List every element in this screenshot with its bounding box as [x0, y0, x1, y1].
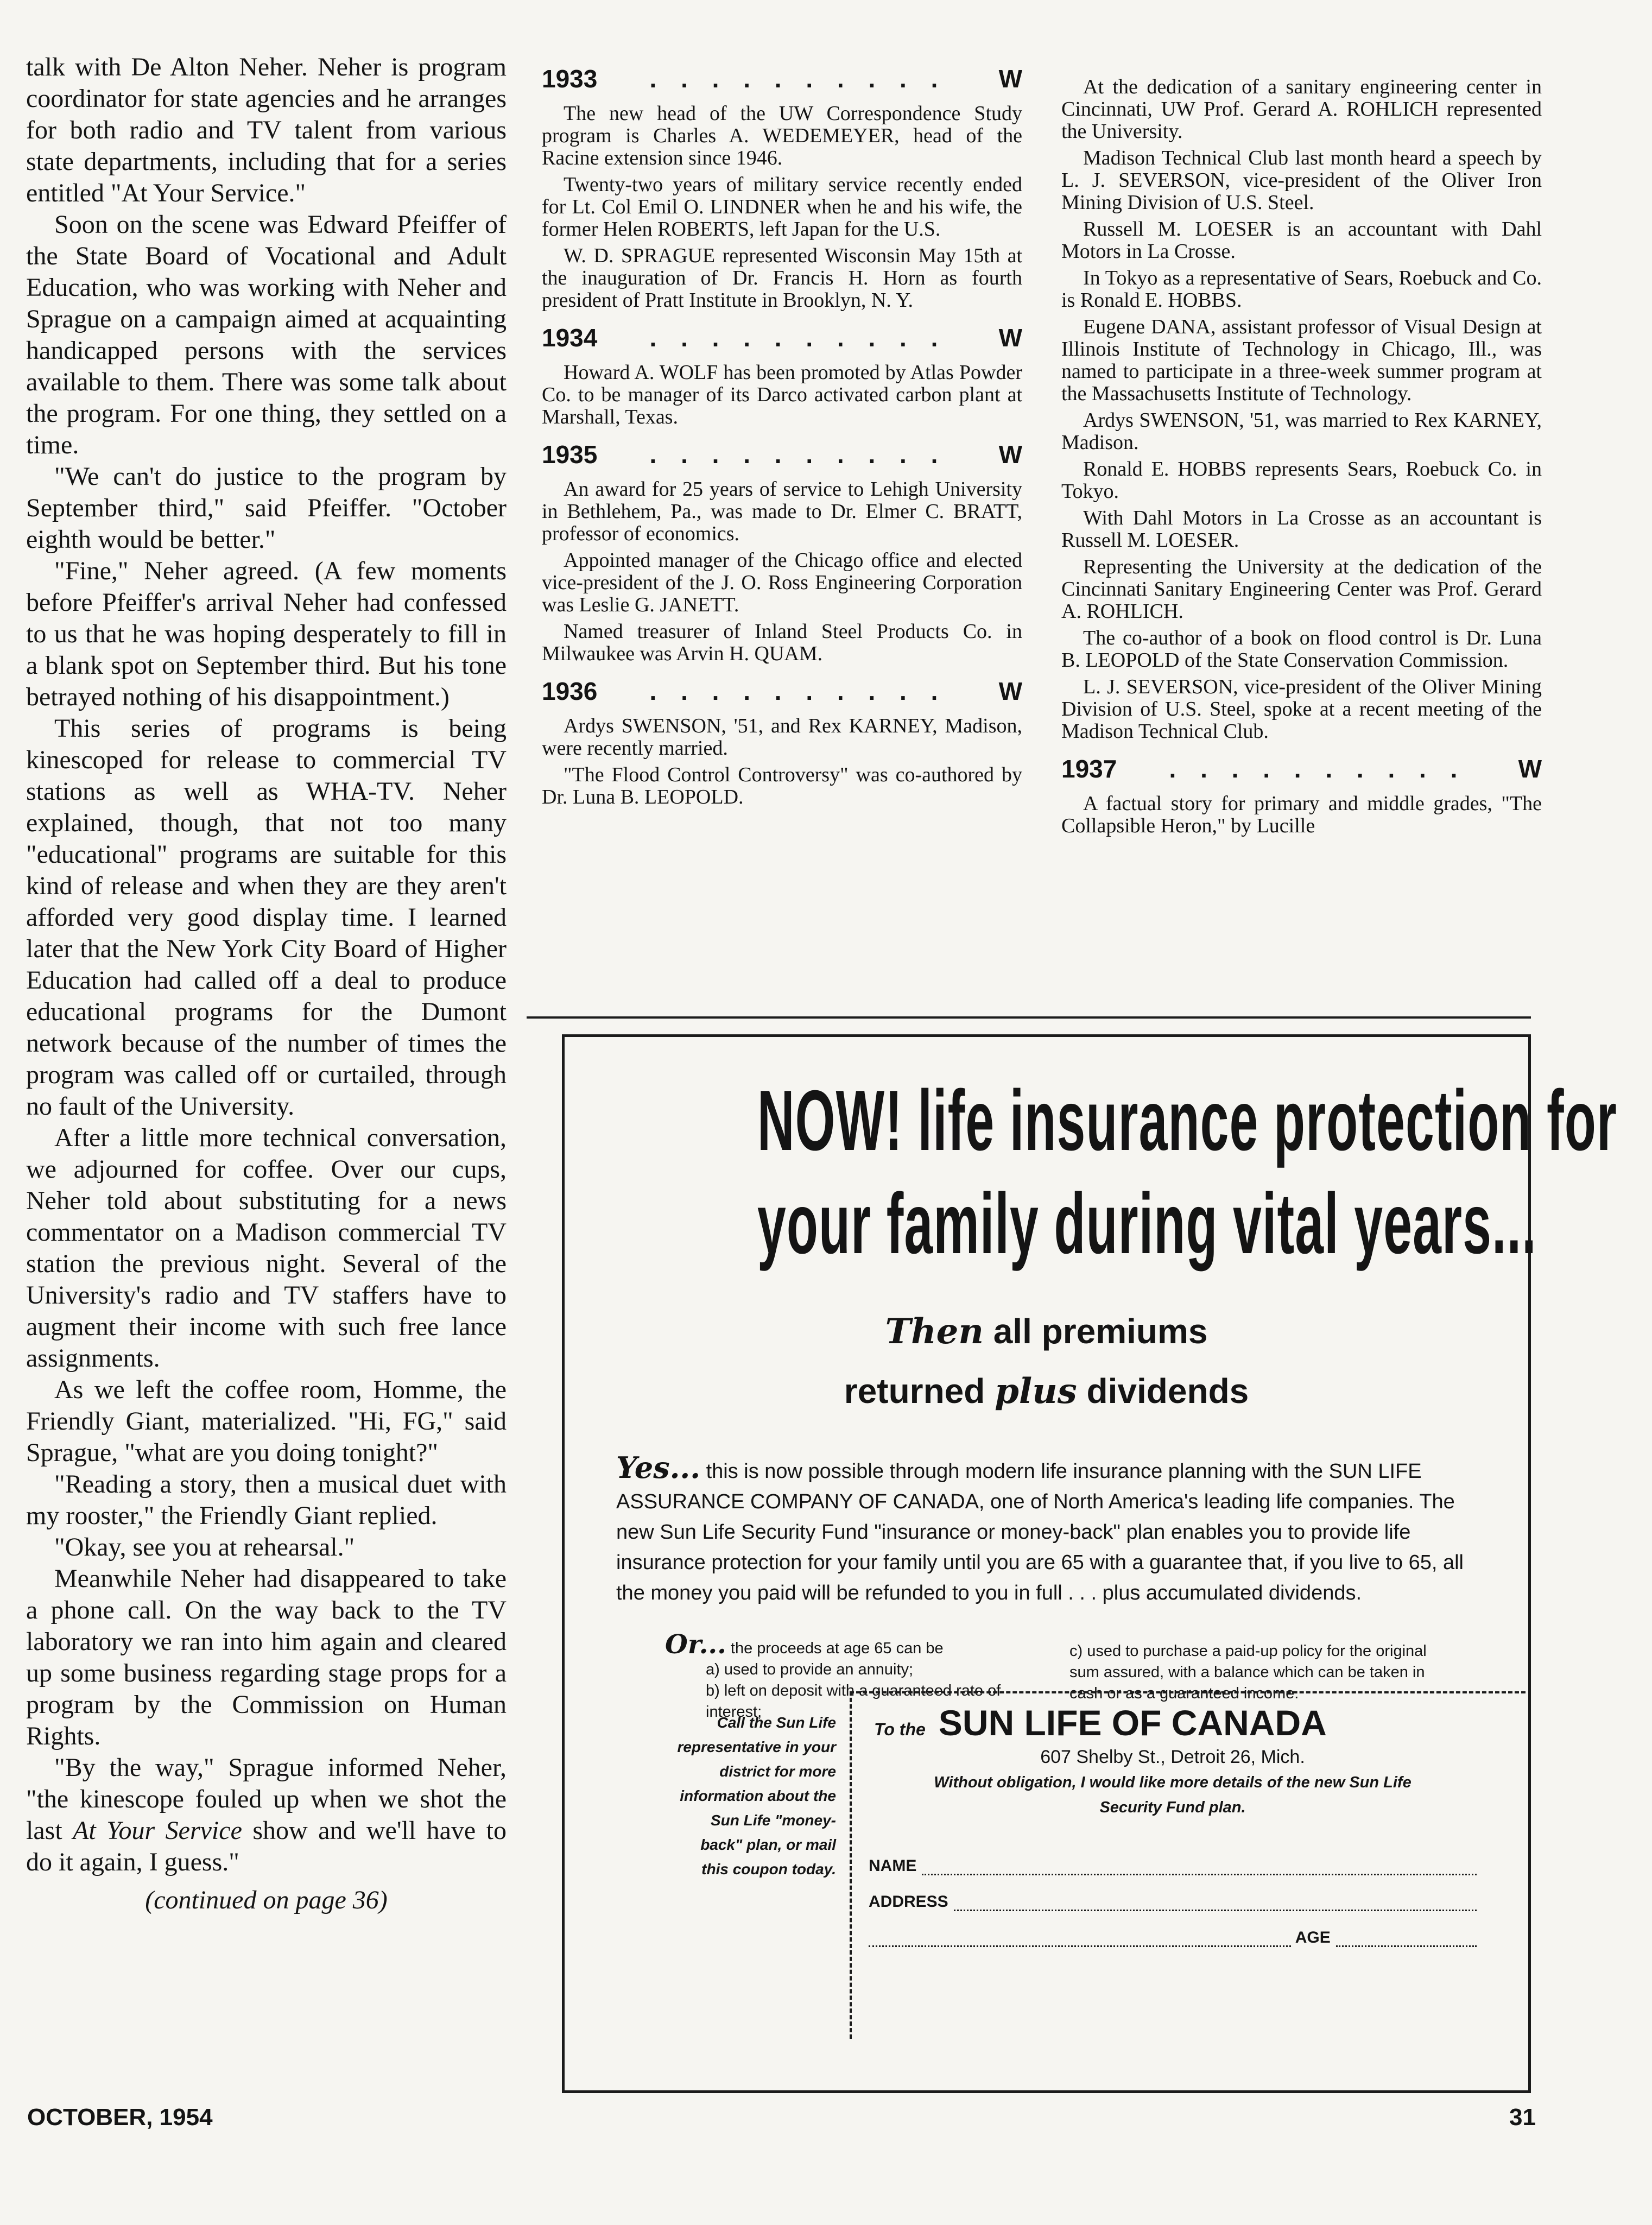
address-label: ADDRESS: [869, 1893, 948, 1911]
year-label: 1936: [542, 677, 598, 705]
company-address: 607 Shelby St., Detroit 26, Mich.: [1040, 1747, 1305, 1767]
name-label: NAME: [869, 1857, 917, 1875]
divider-rule: [527, 1016, 1531, 1019]
subhead-text: dividends: [1077, 1371, 1249, 1411]
name-input-line[interactable]: [922, 1857, 1477, 1875]
coupon-request: Without obligation, I would like more details of the new Sun Life Security Fund plan.: [934, 1774, 1412, 1816]
article-paragraph: "Okay, see you at rehearsal.": [54, 1533, 355, 1562]
class-note: Ardys SWENSON, '51, was married to Rex KARNEY, Madison.: [1061, 409, 1542, 454]
article-paragraph: As we left the coffee room, Homme, the Friendly Giant, materialized. "Hi, FG," said Sprague, "what are you doing tonight?": [26, 1375, 507, 1467]
year-heading-1934: [542, 321, 1022, 354]
coupon-addressee: [869, 1702, 1477, 1743]
article-text: show and we'll have to do it again, I guess.": [26, 1816, 507, 1876]
class-note: Twenty-two years of military service recently ended for Lt. Col Emil O. LINDNER when he and his wife, the former Helen ROBERTS, left Japan for the U.S.: [542, 173, 1022, 241]
address-input-line-2[interactable]: [869, 1929, 1291, 1947]
coupon-instructions: Call the Sun Life representative in your district for more information about the Sun Life "money-back" plan, or mail this coupon today.: [677, 1714, 836, 1878]
class-note: Howard A. WOLF has been promoted by Atlas Powder Co. to be manager of its Darco activated carbon plant at Marshall, Texas.: [542, 361, 1022, 428]
article-paragraph: "Fine," Neher agreed. (A few moments before Pfeiffer's arrival Neher had confessed to us that he was hoping desperately to fill in a blank spot on September third. But his tone betrayed nothing of his disappointment.): [26, 557, 507, 711]
script-word: Or...: [665, 1629, 726, 1660]
coupon-form: [869, 1702, 1477, 1947]
age-label: AGE: [1295, 1929, 1331, 1946]
year-heading-1936: [542, 675, 1022, 707]
issue-date: OCTOBER, 1954: [27, 2104, 213, 2131]
class-note: The co-author of a book on flood control is Dr. Luna B. LEOPOLD of the State Conservation Commission.: [1061, 627, 1542, 672]
article-paragraph: "Reading a story, then a musical duet with my rooster," the Friendly Giant replied.: [26, 1470, 507, 1530]
age-input-line[interactable]: [1336, 1929, 1477, 1947]
article-paragraph: After a little more technical conversation, we adjourned for coffee. Over our cups, Neher told about substituting for a news commentator on a Madison commercial TV station the previous night. Several of the University's radio and TV staffers have to augment their income with such free lance assignments.: [26, 1123, 507, 1373]
option-a: a) used to provide an annuity;: [706, 1661, 914, 1678]
continued-note: (continued on page 36): [145, 1886, 388, 1914]
coupon-cut-line-vertical: [850, 1691, 852, 2039]
leader-dots: . . . . . . . . . .: [649, 677, 947, 705]
article-text: "By the way," Sprague informed Neher, "the kinescope fouled up when we shot the last: [26, 1753, 507, 1845]
class-note: Russell M. LOESER is an accountant with Dahl Motors in La Crosse.: [1061, 218, 1542, 263]
article-paragraph: Meanwhile Neher had disappeared to take a phone call. On the way back to the TV laboratory we ran into him again and cleared up some business regarding stage props for a program by the Commission on Human Rights.: [26, 1564, 507, 1750]
class-note: With Dahl Motors in La Crosse as an accountant is Russell M. LOESER.: [1061, 507, 1542, 552]
class-note: Appointed manager of the Chicago office and elected vice-president of the J. O. Ross Engineering Corporation was Leslie G. JANETT.: [542, 549, 1022, 616]
address-field[interactable]: [869, 1875, 1477, 1911]
sun-life-advertisement: [562, 1034, 1618, 2093]
class-note: A factual story for primary and middle grades, "The Collapsible Heron," by Lucille: [1061, 792, 1542, 837]
year-label: 1934: [542, 324, 598, 352]
article-paragraph: [26, 1752, 507, 1878]
option-b: b) left on deposit with a guaranteed rate of interest;: [706, 1682, 1001, 1721]
ad-subhead-line2: [565, 1371, 1528, 1412]
ad-subhead-line1: [565, 1311, 1528, 1352]
address-input-line[interactable]: [954, 1893, 1477, 1911]
article-paragraph: Soon on the scene was Edward Pfeiffer of the State Board of Vocational and Adult Education, who was working with Neher and Sprague on a campaign aimed at acquainting handicapped persons with the services available to them. There was some talk about the program. For one thing, they settled on a time.: [26, 210, 507, 459]
class-notes-column: [542, 62, 1022, 813]
class-note: Representing the University at the dedication of the Cincinnati Sanitary Engineering Center was Prof. Gerard A. ROHLICH.: [1061, 555, 1542, 623]
year-heading-1935: [542, 438, 1022, 471]
article-paragraph: This series of programs is being kinescoped for release to commercial TV stations as well as WHA-TV. Neher explained, though, that not too many "educational" programs are suitable for this kind of release and when they are they aren't afforded very good display time. I learned later that the New York City Board of Higher Education had called off a deal to produce educational programs for the Dumont network because of the number of times the program was called off or curtailed, through no fault of the University.: [26, 714, 507, 1121]
year-heading-1937: [1061, 753, 1542, 785]
page-number: 31: [1509, 2104, 1536, 2131]
class-note: The new head of the UW Correspondence Study program is Charles A. WEDEMEYER, head of the Racine extension since 1946.: [542, 102, 1022, 169]
year-marker: W: [998, 440, 1022, 469]
year-marker: W: [998, 324, 1022, 352]
ad-headline-line1: NOW! life insurance protection for: [757, 1073, 1618, 1168]
name-field[interactable]: [869, 1840, 1477, 1875]
year-label: 1933: [542, 65, 598, 93]
class-note: W. D. SPRAGUE represented Wisconsin May 15th at the inauguration of Dr. Francis H. Horn as fourth president of Pratt Institute in Brooklyn, N. Y.: [542, 244, 1022, 312]
class-note: L. J. SEVERSON, vice-president of the Oliver Mining Division of U.S. Steel, spoke at a recent meeting of the Madison Technical Club.: [1061, 675, 1542, 743]
leader-dots: . . . . . . . . . .: [649, 65, 947, 93]
to-the-label: To the: [874, 1720, 926, 1739]
year-label: 1937: [1061, 755, 1117, 783]
script-word: Then: [885, 1311, 984, 1352]
article-paragraph: "We can't do justice to the program by September third," said Pfeiffer. "October eighth would be better.": [26, 462, 507, 554]
ad-body-text: [616, 1452, 1482, 1608]
class-note: At the dedication of a sanitary engineering center in Cincinnati, UW Prof. Gerard A. ROHLICH represented the University.: [1061, 75, 1542, 143]
subhead-text: returned: [844, 1371, 995, 1411]
class-note: Ardys SWENSON, '51, and Rex KARNEY, Madison, were recently married.: [542, 715, 1022, 760]
year-marker: W: [998, 677, 1022, 705]
class-note: An award for 25 years of service to Lehigh University in Bethlehem, Pa., was made to Dr. Elmer C. BRATT, professor of economics.: [542, 478, 1022, 545]
options-intro: [665, 1629, 1056, 1660]
company-name: SUN LIFE OF CANADA: [938, 1703, 1327, 1743]
class-note: Eugene DANA, assistant professor of Visual Design at Illinois Institute of Technology in Chicago, Ill., was named to participate in a three-week summer program at the Massachusetts Institute of Technology.: [1061, 315, 1542, 405]
class-note: Madison Technical Club last month heard a speech by L. J. SEVERSON, vice-president of the Oliver Iron Mining Division of U.S. Steel.: [1061, 147, 1542, 214]
script-word: plus: [995, 1371, 1077, 1412]
year-heading-1933: [542, 62, 1022, 95]
coupon-cut-line: [850, 1691, 1526, 1693]
ad-body-copy: this is now possible through modern life insurance planning with the SUN LIFE ASSURANCE COMPANY OF CANADA, one of North America's leading life companies. The new Sun Life Security Fund "insurance or money-back" plan enables you to provide life insurance protection for your family until you are 65 with a guarantee that, if you live to 65, all the money you paid will be refunded to you in full . . . plus accumulated dividends.: [616, 1460, 1464, 1604]
class-notes-column-2: [1061, 76, 1542, 842]
class-note: Named treasurer of Inland Steel Products Co. in Milwaukee was Arvin H. QUAM.: [542, 620, 1022, 665]
class-note: Ronald E. HOBBS represents Sears, Roebuck Co. in Tokyo.: [1061, 458, 1542, 503]
article-paragraph: talk with De Alton Neher. Neher is program coordinator for state agencies and he arranges for both radio and TV talent from various state departments, including that for a series entitled "At Your Service.": [26, 53, 507, 207]
program-title: At Your Service: [73, 1816, 242, 1845]
address-age-field[interactable]: [869, 1911, 1477, 1947]
ad-headline-line2: your family during vital years...: [757, 1176, 1537, 1272]
year-label: 1935: [542, 440, 598, 469]
class-note: In Tokyo as a representative of Sears, Roebuck and Co. is Ronald E. HOBBS.: [1061, 267, 1542, 312]
year-marker: W: [1518, 755, 1542, 783]
article-column: [26, 52, 507, 1916]
subhead-text: all premiums: [983, 1312, 1208, 1351]
option-c: c) used to purchase a paid-up policy for the original sum assured, with a balance which can be taken in cash or as a guaranteed income.: [1069, 1642, 1427, 1702]
leader-dots: . . . . . . . . . .: [649, 324, 947, 352]
script-word: Yes...: [616, 1450, 701, 1485]
year-marker: W: [998, 65, 1022, 93]
leader-dots: . . . . . . . . . .: [649, 440, 947, 469]
leader-dots: . . . . . . . . . .: [1169, 755, 1466, 783]
class-note: "The Flood Control Controversy" was co-authored by Dr. Luna B. LEOPOLD.: [542, 763, 1022, 808]
options-intro-text: the proceeds at age 65 can be: [726, 1640, 944, 1657]
